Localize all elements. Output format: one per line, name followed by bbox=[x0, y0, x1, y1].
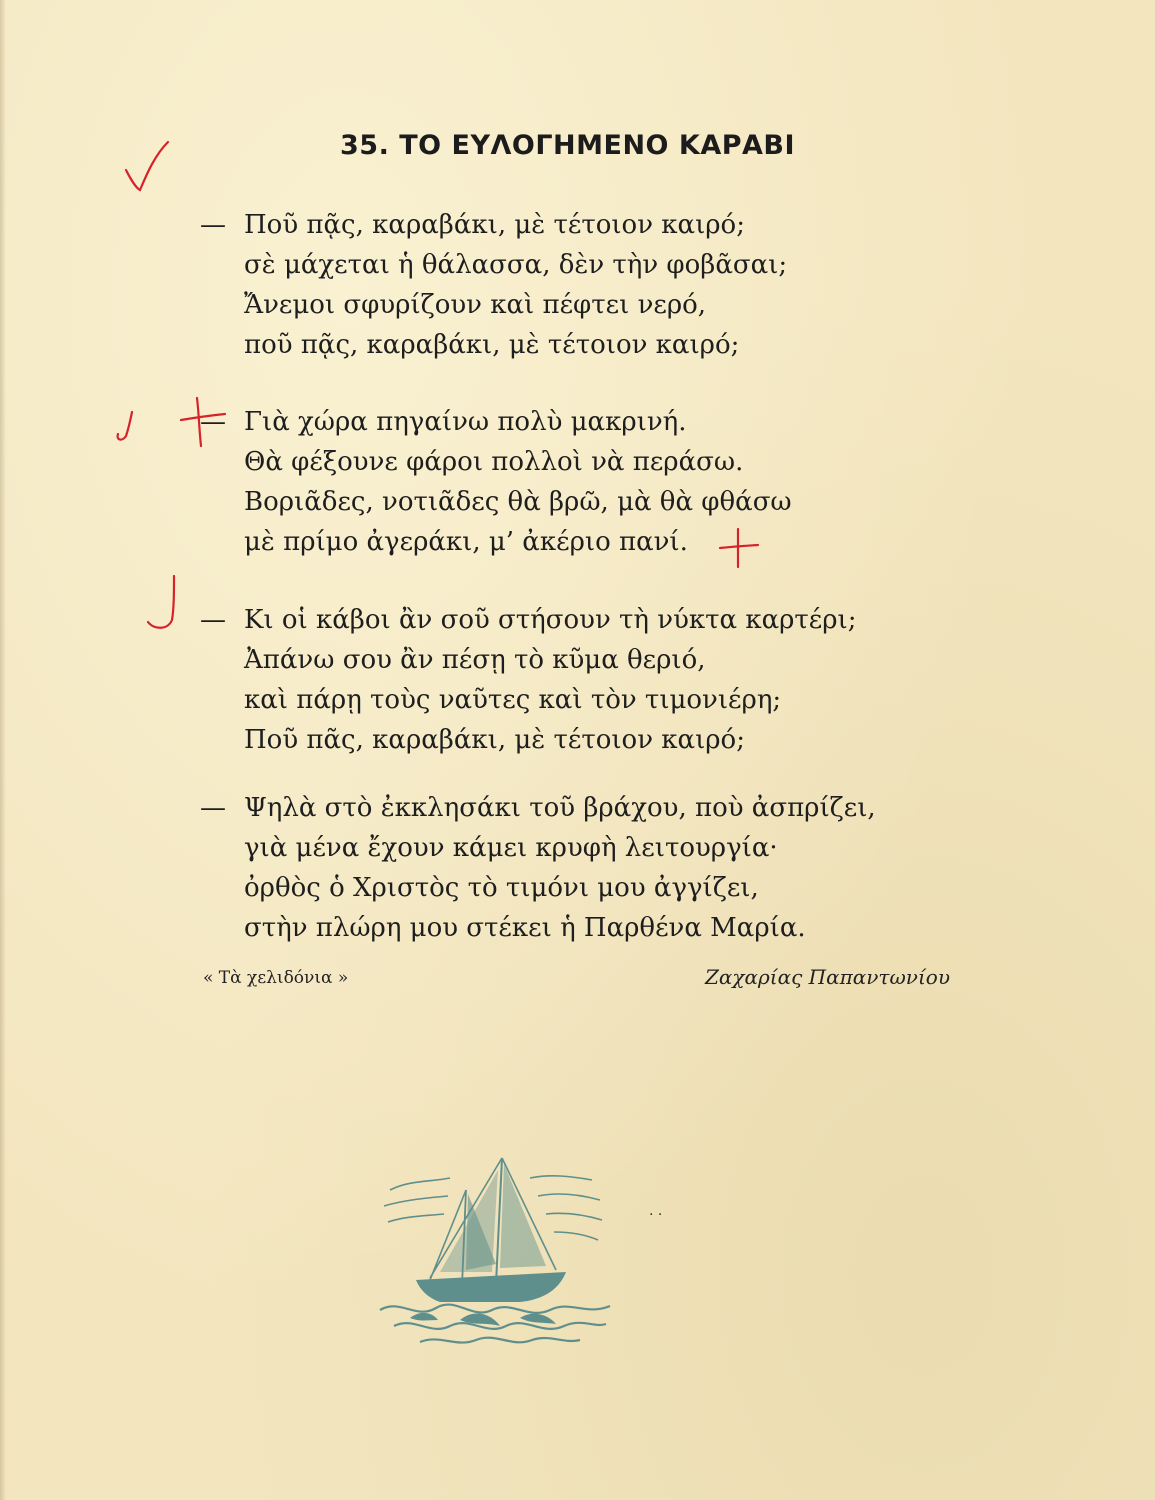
stanza-4 bbox=[200, 788, 876, 948]
verse-text: καὶ πάρῃ τοὺς ναῦτες καὶ τὸν τιμονιέρη; bbox=[244, 685, 782, 715]
verse-text: Ποῦ πᾷς, καραβάκι, μὲ τέτοιον καιρό; bbox=[244, 210, 745, 240]
dialogue-dash: — bbox=[200, 793, 226, 823]
verse-line bbox=[200, 285, 787, 325]
verse-text: Βοριᾶδες, νοτιᾶδες θὰ βρῶ, μὰ θὰ φθάσω bbox=[244, 487, 792, 517]
verse-line bbox=[200, 325, 787, 365]
verse-line bbox=[200, 720, 857, 760]
stanza-1 bbox=[200, 205, 787, 365]
pen-cross-mark-icon bbox=[716, 525, 762, 571]
pen-tick-mark-icon bbox=[108, 408, 148, 448]
verse-text: μὲ πρίμο ἀγεράκι, μ’ ἀκέριο πανί. bbox=[244, 527, 688, 557]
pen-check-mark-icon bbox=[118, 138, 178, 198]
verse-text: Ψηλὰ στὸ ἐκκλησάκι τοῦ βράχου, ποὺ ἀσπρίζει, bbox=[244, 793, 876, 823]
verse-line bbox=[200, 640, 857, 680]
verse-text: Θὰ φέξουνε φάροι πολλοὶ νὰ περάσω. bbox=[244, 447, 744, 477]
verse-line bbox=[200, 205, 787, 245]
verse-line bbox=[200, 908, 876, 948]
verse-line bbox=[200, 442, 792, 482]
verse-text: Κι οἱ κάβοι ἂν σοῦ στήσουν τὴ νύκτα καρτέρι; bbox=[244, 605, 857, 635]
verse-text: Ἄνεμοι σφυρίζουν καὶ πέφτει νερό, bbox=[244, 290, 707, 320]
stanza-2 bbox=[200, 402, 792, 562]
author-name: Ζαχαρίας Παπαντωνίου bbox=[704, 965, 950, 989]
page-spine-shadow bbox=[0, 0, 6, 1500]
verse-text: Γιὰ χώρα πηγαίνω πολὺ μακρινή. bbox=[244, 407, 687, 437]
verse-text: Ἀπάνω σου ἂν πέσῃ τὸ κῦμα θεριό, bbox=[244, 645, 706, 675]
verse-line bbox=[200, 600, 857, 640]
verse-line bbox=[200, 482, 792, 522]
verse-text: σὲ μάχεται ἡ θάλασσα, δὲν τὴν φοβᾶσαι; bbox=[244, 250, 788, 280]
poem-title: 35. ΤΟ ΕΥΛΟΓΗΜΕΝΟ ΚΑΡΑΒΙ bbox=[340, 130, 796, 161]
pen-hook-mark-icon bbox=[140, 572, 190, 634]
verse-line bbox=[200, 868, 876, 908]
source-citation: « Τὰ χελιδόνια » bbox=[203, 968, 349, 988]
verse-text: στὴν πλώρη μου στέκει ἡ Παρθένα Μαρία. bbox=[244, 913, 806, 943]
stray-dots: . . bbox=[649, 1203, 663, 1219]
stanza-3 bbox=[200, 600, 857, 760]
verse-line bbox=[200, 402, 792, 442]
pen-cross-mark-icon bbox=[175, 392, 235, 452]
verse-line bbox=[200, 522, 792, 562]
verse-text: Ποῦ πᾶς, καραβάκι, μὲ τέτοιον καιρό; bbox=[244, 725, 745, 755]
dialogue-dash: — bbox=[200, 605, 226, 635]
verse-line bbox=[200, 788, 876, 828]
verse-text: ὀρθὸς ὁ Χριστὸς τὸ τιμόνι μου ἀγγίζει, bbox=[244, 873, 759, 903]
verse-line bbox=[200, 680, 857, 720]
verse-line bbox=[200, 245, 787, 285]
verse-text: γιὰ μένα ἔχουν κάμει κρυφὴ λειτουργία· bbox=[244, 833, 778, 863]
verse-text: ποῦ πᾷς, καραβάκι, μὲ τέτοιον καιρό; bbox=[244, 330, 740, 360]
sailing-ship-icon bbox=[370, 1150, 620, 1350]
dialogue-dash: — bbox=[200, 210, 226, 240]
verse-line bbox=[200, 828, 876, 868]
dialogue-dash: — bbox=[200, 407, 226, 437]
